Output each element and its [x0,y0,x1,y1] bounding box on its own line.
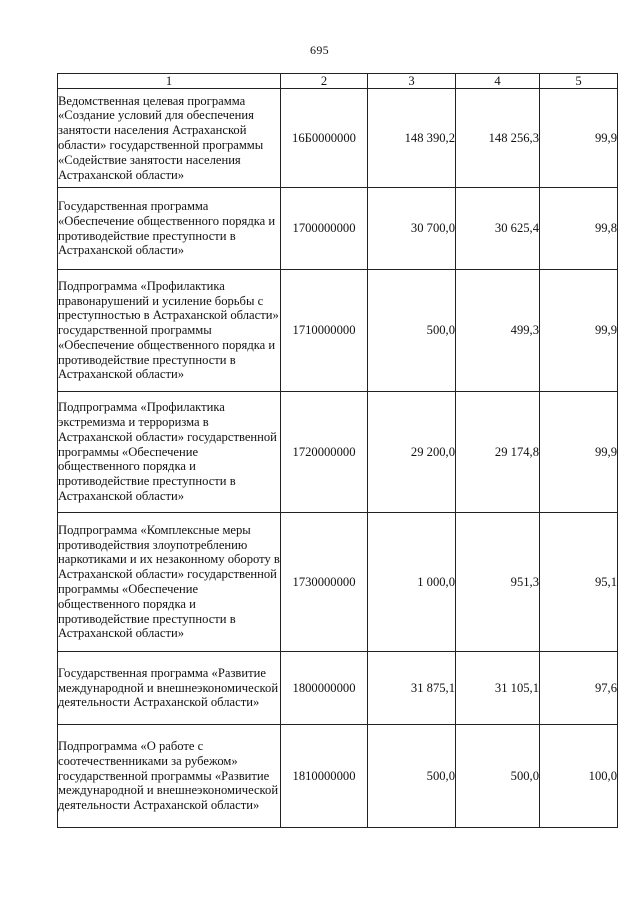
program-code: 1710000000 [281,270,368,392]
value-col-3: 500,0 [368,270,456,392]
table-row [58,188,618,270]
value-col-3: 1 000,0 [368,513,456,652]
value-col-5: 99,9 [540,270,618,392]
value-col-4: 31 105,1 [456,652,540,725]
program-name: Подпрограмма «Профилактика экстремизма и терроризма в Астраханской области» государственной программы «Обеспечение общественного порядка и противодействие преступности в Астраханской области» [58,392,281,513]
table-row [58,392,618,513]
value-col-4: 500,0 [456,725,540,828]
value-col-5: 99,8 [540,188,618,270]
program-code: 1700000000 [281,188,368,270]
page-number: 695 [310,43,329,57]
table-row [58,652,618,725]
value-col-4: 499,3 [456,270,540,392]
header-col-3: 3 [368,74,456,89]
program-code: 1730000000 [281,513,368,652]
value-col-4: 148 256,3 [456,89,540,188]
program-name: Подпрограмма «Профилактика правонарушений и усиление борьбы с преступностью в Астраханской области» государственной программы «Обеспечение общественного порядка и противодействие преступности в Астраханской области» [58,270,281,392]
value-col-3: 29 200,0 [368,392,456,513]
program-name: Государственная программа «Развитие международной и внешнеэкономической деятельности Астраханской области» [58,652,281,725]
table-row [58,725,618,828]
value-col-5: 99,9 [540,89,618,188]
value-col-4: 951,3 [456,513,540,652]
program-name: Ведомственная целевая программа «Создание условий для обеспечения занятости населения Астраханской области» государственной программы «Содействие занятости населения Астраханской области» [58,89,281,188]
program-name: Подпрограмма «О работе с соотечественниками за рубежом» государственной программы «Развитие международной и внешнеэкономической деятельности Астраханской области» [58,725,281,828]
table-row [58,513,618,652]
header-row [58,74,618,89]
value-col-3: 148 390,2 [368,89,456,188]
value-col-5: 97,6 [540,652,618,725]
value-col-4: 30 625,4 [456,188,540,270]
budget-table [57,73,618,828]
program-code: 16Б0000000 [281,89,368,188]
header-col-5: 5 [540,74,618,89]
value-col-5: 95,1 [540,513,618,652]
program-name: Подпрограмма «Комплексные меры противодействия злоупотреблению наркотиками и их незаконному обороту в Астраханской области» государственной программы «Обеспечение общественного порядка и противодействие преступности в Астраханской области» [58,513,281,652]
program-code: 1800000000 [281,652,368,725]
value-col-5: 100,0 [540,725,618,828]
value-col-3: 31 875,1 [368,652,456,725]
value-col-4: 29 174,8 [456,392,540,513]
program-code: 1720000000 [281,392,368,513]
value-col-3: 500,0 [368,725,456,828]
program-code: 1810000000 [281,725,368,828]
program-name: Государственная программа «Обеспечение общественного порядка и противодействие преступности в Астраханской области» [58,188,281,270]
value-col-3: 30 700,0 [368,188,456,270]
table-row [58,89,618,188]
header-col-4: 4 [456,74,540,89]
table-row [58,270,618,392]
header-col-1: 1 [58,74,281,89]
value-col-5: 99,9 [540,392,618,513]
header-col-2: 2 [281,74,368,89]
